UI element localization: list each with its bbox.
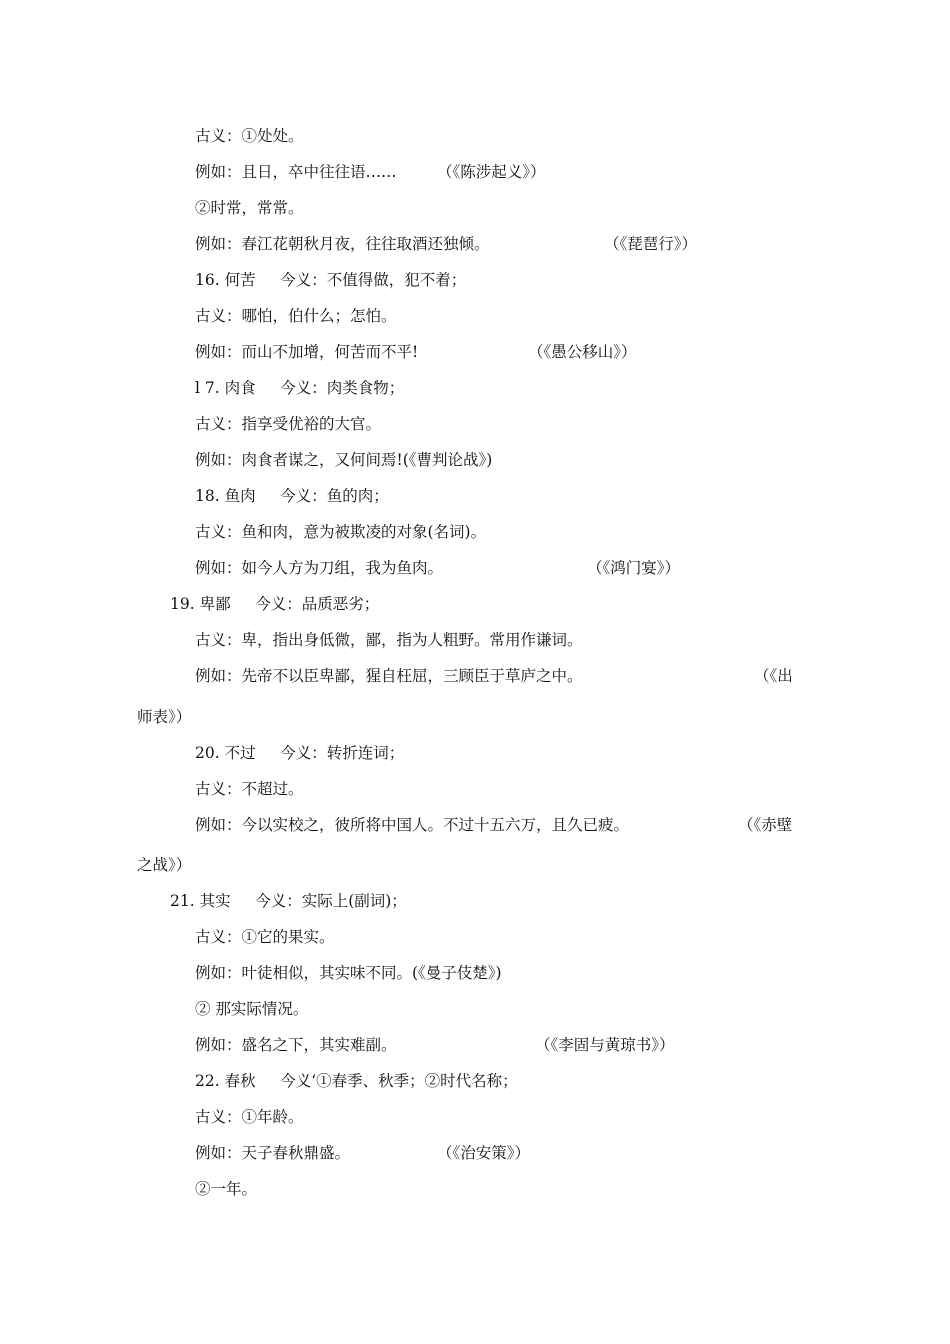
text-line: 例如：盛名之下，其实难副。: [195, 1036, 397, 1054]
text-line: 例如：先帝不以臣卑鄙，猩自枉屈，三顾臣于草庐之中。: [195, 667, 583, 685]
text-line: 19. 卑鄙 今义：品质恶劣；: [170, 595, 380, 613]
source-citation: （《琵琶行》）: [604, 235, 698, 253]
text-line: 例如：叶徒相似，其实味不同。(《曼子伎楚》): [195, 964, 502, 982]
text-line: 例如：今以实校之，彼所将中国人。不过十五六万，且久已疲。: [195, 816, 630, 834]
text-line: 20. 不过 今义：转折连词；: [195, 744, 405, 762]
text-line: 例如：而山不加增，何苦而不平!: [195, 343, 419, 361]
text-line: 22. 春秋 今义‘①春季、秋季；②时代名称；: [195, 1072, 518, 1090]
text-line: 之战》）: [137, 856, 192, 874]
text-line: ②时常，常常。: [195, 199, 304, 217]
source-citation: （《治安策》）: [437, 1144, 531, 1162]
text-line: 21. 其实 今义：实际上(副词)；: [170, 892, 407, 910]
source-citation: （《赤壁: [738, 816, 793, 834]
source-citation: （《鸿门宴》）: [587, 559, 681, 577]
text-line: 例如：天子春秋鼎盛。: [195, 1144, 351, 1162]
text-line: 18. 鱼肉 今义：鱼的肉；: [195, 487, 389, 505]
source-citation: （《李固与黄琼书》）: [535, 1036, 675, 1054]
text-line: 16. 何苦 今义：不值得做，犯不着；: [195, 271, 467, 289]
source-citation: （《陈涉起义》）: [437, 163, 546, 181]
text-line: 古义：①年龄。: [195, 1108, 304, 1126]
text-line: 古义：不超过。: [195, 780, 304, 798]
source-citation: （《出: [754, 667, 793, 685]
text-line: l 7. 肉食 今义：肉类食物；: [195, 379, 405, 397]
text-line: 师表》）: [137, 708, 192, 726]
text-line: ② 那实际情况。: [195, 1000, 309, 1018]
text-line: 古义：卑，指出身低微，鄙，指为人粗野。常用作谦词。: [195, 631, 583, 649]
text-line: 例如：且日，卒中往往语……: [195, 163, 397, 181]
text-line: 古义：①它的果实。: [195, 928, 335, 946]
text-line: 例如：如今人方为刀组，我为鱼肉。: [195, 559, 444, 577]
text-line: 古义：指享受优裕的大官。: [195, 415, 382, 433]
source-citation: （《愚公移山》）: [528, 343, 637, 361]
text-line: 例如：春江花朝秋月夜，往往取酒还独倾。: [195, 235, 490, 253]
text-line: 古义：鱼和肉，意为被欺凌的对象(名词)。: [195, 523, 487, 541]
text-line: ②一年。: [195, 1180, 258, 1198]
text-line: 古义：①处处。: [195, 127, 304, 145]
text-line: 例如：肉食者谋之，又何间焉!(《曹判论战》): [195, 451, 493, 469]
text-line: 古义：哪怕，伯什么；怎怕。: [195, 307, 397, 325]
